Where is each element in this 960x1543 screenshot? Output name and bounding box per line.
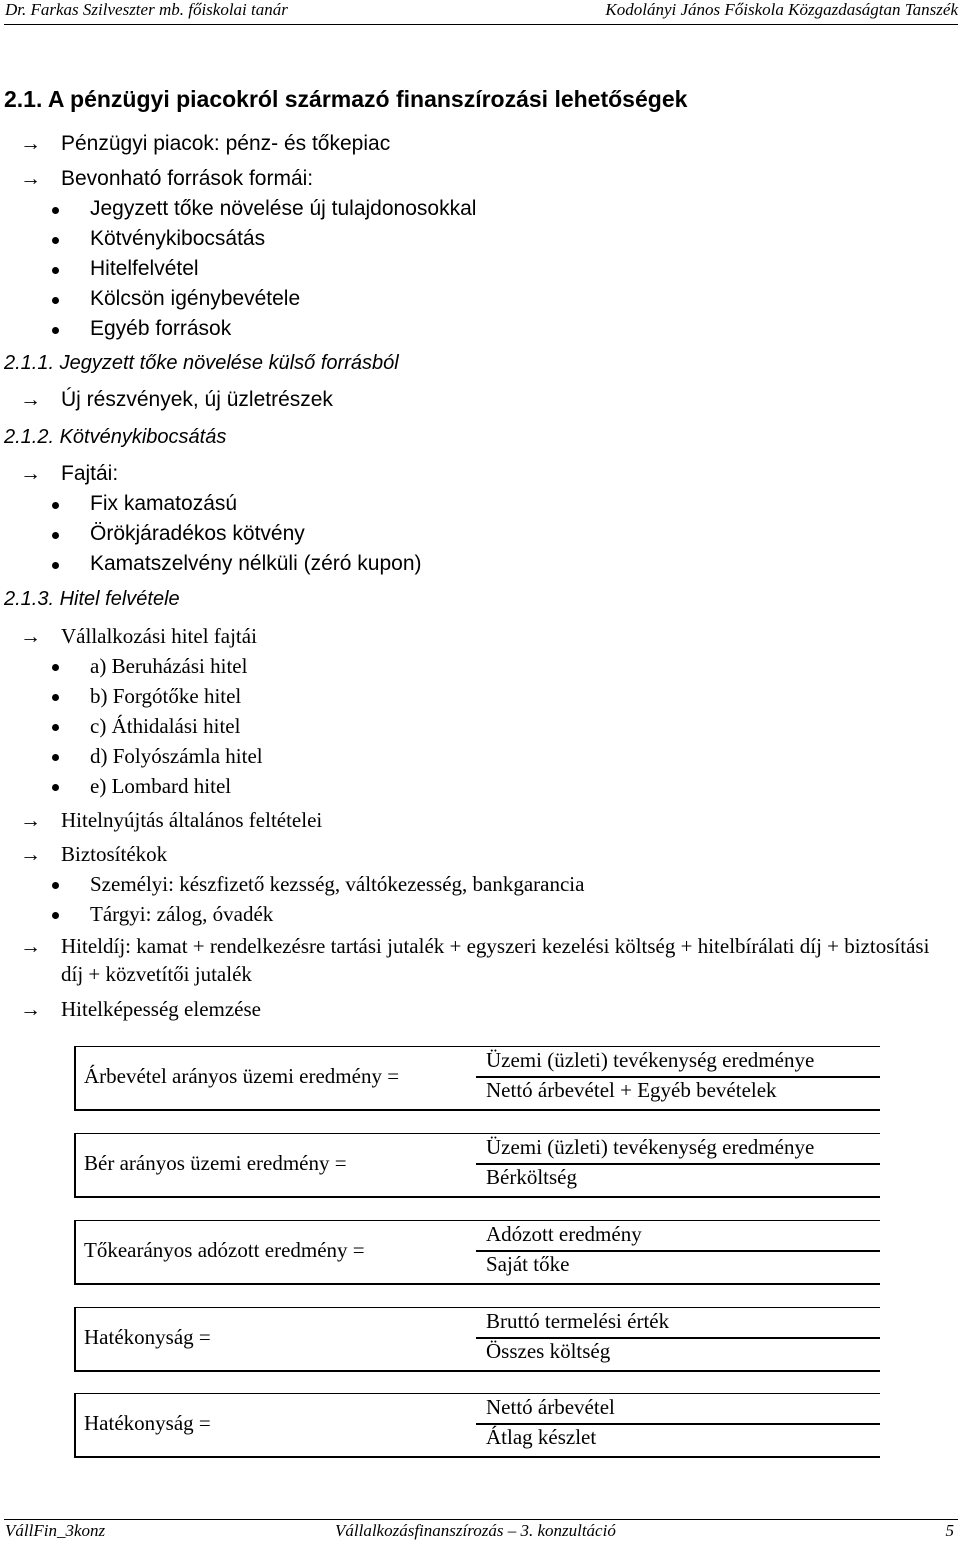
arrow-item-text: Vállalkozási hitel fajtái xyxy=(61,624,257,648)
bullet-item-text: Kölcsön igénybevétele xyxy=(90,287,301,310)
bullet-item-text: Tárgyi: zálog, óvadék xyxy=(90,902,274,926)
bullet-item-text: c) Áthidalási hitel xyxy=(90,714,241,738)
page-number: 5 xyxy=(945,1521,954,1540)
bullet-item-text: Egyéb források xyxy=(90,317,232,340)
bullet-dot-icon xyxy=(52,267,59,274)
bullet-item-text: Személyi: készfizető kezsség, váltókezesség, bankgarancia xyxy=(90,872,585,896)
formula-label: Árbevétel arányos üzemi eredmény = xyxy=(84,1064,400,1088)
fraction-line xyxy=(476,1337,880,1339)
fraction-line xyxy=(476,1423,880,1425)
arrow-item-text: Fajtái: xyxy=(61,462,119,485)
bullet-dot-icon xyxy=(52,754,59,761)
formula-numerator: Nettó árbevétel xyxy=(486,1395,615,1419)
formula-box xyxy=(74,1393,880,1458)
formula-box xyxy=(74,1307,880,1372)
bullet-item-text: a) Beruházási hitel xyxy=(90,654,248,678)
formula-label: Hatékonyság = xyxy=(84,1325,211,1349)
arrow-item-text: Hitelképesség elemzése xyxy=(61,997,261,1021)
bullet-item-text: Kötvénykibocsátás xyxy=(90,227,266,250)
arrow-right-icon: → xyxy=(20,997,41,1021)
section-title: 2.1. A pénzügyi piacokról származó finanszírozási lehetőségek xyxy=(4,86,688,112)
bullet-item-text: d) Folyószámla hitel xyxy=(90,744,263,768)
arrow-item-text: Új részvények, új üzletrészek xyxy=(61,388,333,411)
arrow-item-text: Biztosítékok xyxy=(61,842,168,866)
subsection-heading: 2.1.2. Kötvénykibocsátás xyxy=(4,426,227,448)
formula-denominator: Saját tőke xyxy=(486,1252,570,1276)
formula-label: Bér arányos üzemi eredmény = xyxy=(84,1151,347,1175)
arrow-right-icon: → xyxy=(20,388,41,411)
formula-label: Hatékonyság = xyxy=(84,1411,211,1435)
bullet-dot-icon xyxy=(52,207,59,214)
bullet-dot-icon xyxy=(52,562,59,569)
formula-numerator: Bruttó termelési érték xyxy=(486,1309,670,1333)
bullet-dot-icon xyxy=(52,882,59,889)
formula-numerator: Üzemi (üzleti) tevékenység eredménye xyxy=(486,1135,815,1159)
arrow-right-icon: → xyxy=(20,624,41,648)
formula-numerator: Adózott eredmény xyxy=(486,1222,642,1246)
formula-box xyxy=(74,1133,880,1198)
bullet-item-text: Kamatszelvény nélküli (zéró kupon) xyxy=(90,552,422,575)
bullet-dot-icon xyxy=(52,297,59,304)
bullet-dot-icon xyxy=(52,532,59,539)
bullet-dot-icon xyxy=(52,912,59,919)
arrow-right-icon: → xyxy=(20,132,41,155)
bullet-item-text: Fix kamatozású xyxy=(90,492,238,515)
arrow-right-icon: → xyxy=(20,842,41,866)
arrow-right-icon: → xyxy=(20,808,41,832)
subsection-heading: 2.1.1. Jegyzett tőke növelése külső forrásból xyxy=(4,352,399,374)
formula-numerator: Üzemi (üzleti) tevékenység eredménye xyxy=(486,1048,815,1072)
formula-denominator: Bérköltség xyxy=(486,1165,577,1189)
bullet-dot-icon xyxy=(52,724,59,731)
formula-denominator: Átlag készlet xyxy=(486,1425,597,1449)
arrow-item-text: Pénzügyi piacok: pénz- és tőkepiac xyxy=(61,132,391,155)
bullet-item-text: b) Forgótőke hitel xyxy=(90,684,242,708)
arrow-right-icon: → xyxy=(20,167,41,190)
fraction-line xyxy=(476,1250,880,1252)
bullet-dot-icon xyxy=(52,784,59,791)
arrow-right-icon: → xyxy=(20,934,41,958)
bullet-dot-icon xyxy=(52,694,59,701)
header-left: Dr. Farkas Szilveszter mb. főiskolai tanár xyxy=(5,0,288,19)
bullet-item-text: Hitelfelvétel xyxy=(90,257,199,280)
bullet-dot-icon xyxy=(52,327,59,334)
formula-denominator: Összes költség xyxy=(486,1339,611,1363)
arrow-item-text: Hitelnyújtás általános feltételei xyxy=(61,808,323,832)
header-divider xyxy=(4,24,958,25)
arrow-item-text: Bevonható források formái: xyxy=(61,167,314,190)
bullet-dot-icon xyxy=(52,502,59,509)
formula-denominator: Nettó árbevétel + Egyéb bevételek xyxy=(486,1078,777,1102)
bullet-dot-icon xyxy=(52,664,59,671)
formula-box xyxy=(74,1220,880,1285)
fraction-line xyxy=(476,1076,880,1078)
fraction-line xyxy=(476,1163,880,1165)
arrow-right-icon: → xyxy=(20,462,41,485)
footer-left: VállFin_3konz xyxy=(5,1521,106,1540)
bullet-dot-icon xyxy=(52,237,59,244)
subsection-heading: 2.1.3. Hitel felvétele xyxy=(4,588,180,610)
arrow-item-text: Hiteldíj: kamat + rendelkezésre tartási jutalék + egyszeri kezelési költség + hitelbírálati díj + biztosítási díj + közvetítői jutalék xyxy=(61,934,930,986)
bullet-item-text: e) Lombard hitel xyxy=(90,774,232,798)
bullet-item-text: Jegyzett tőke növelése új tulajdonosokkal xyxy=(90,197,477,220)
bullet-item-text: Örökjáradékos kötvény xyxy=(90,522,305,545)
header-right: Kodolányi János Főiskola Közgazdaságtan Tanszék xyxy=(605,0,958,19)
footer-divider xyxy=(4,1519,958,1520)
formula-label: Tőkearányos adózott eredmény = xyxy=(84,1238,365,1262)
formula-box xyxy=(74,1046,880,1111)
footer-center: Vállalkozásfinanszírozás – 3. konzultáció xyxy=(335,1521,616,1540)
